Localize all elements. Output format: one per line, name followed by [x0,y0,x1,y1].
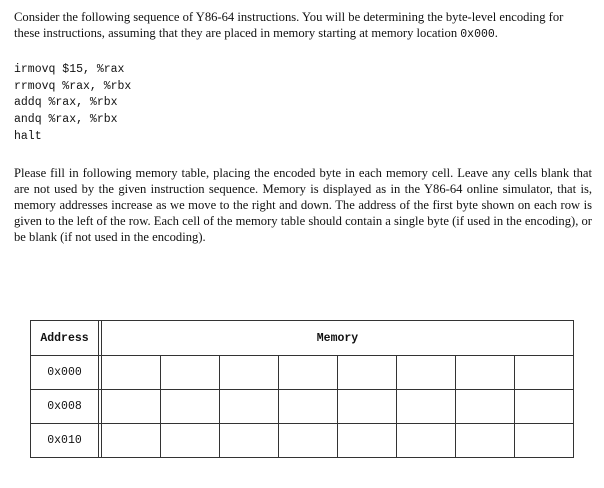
memory-cell[interactable] [456,424,515,458]
memory-cell[interactable] [102,390,161,424]
memory-cell[interactable] [220,424,279,458]
table-row [31,356,574,390]
code-line: irmovq $15, %rax [14,63,125,76]
memory-cell[interactable] [279,424,338,458]
memory-cell[interactable] [456,356,515,390]
row-address: 0x000 [31,356,99,390]
memory-cell[interactable] [397,390,456,424]
intro-period: . [494,26,498,40]
memory-cell[interactable] [161,390,220,424]
instructions-paragraph: Please fill in following memory table, placing the encoded byte in each memory cell. Leave any cells blank that are not used by the given instruction sequence. Memory is displayed as in the Y86-64 online simulator, that is, memory addresses increase as we move to the right and down. The address of the first byte shown on each row is given to the left of the row. Each cell of the memory table should contain a single byte (if used in the encoding), or be blank (if not used in the encoding). [14,166,592,244]
memory-cell[interactable] [279,356,338,390]
memory-cell[interactable] [397,356,456,390]
memory-cell[interactable] [338,356,397,390]
table-header-row [31,321,574,356]
memory-cell[interactable] [515,424,574,458]
row-address: 0x010 [31,424,99,458]
table-row [31,390,574,424]
address-header: Address [31,321,99,356]
memory-header: Memory [102,321,574,356]
code-line: halt [14,129,42,143]
memory-cell[interactable] [279,390,338,424]
memory-cell[interactable] [456,390,515,424]
memory-cell[interactable] [515,356,574,390]
intro-text: Consider the following sequence of Y86-64 instructions. You will be determining the byte-level encoding for these instructions, assuming that they are placed in memory starting at memory location [14,10,564,40]
memory-cell[interactable] [338,390,397,424]
intro-paragraph [14,9,592,43]
memory-table [30,320,574,458]
row-address: 0x008 [31,390,99,424]
memory-cell[interactable] [161,424,220,458]
memory-cell[interactable] [220,356,279,390]
start-address: 0x000 [460,28,495,41]
memory-cell[interactable] [161,356,220,390]
code-line: andq %rax, %rbx [14,113,118,127]
instruction-listing [14,62,131,145]
table-row [31,424,574,458]
memory-cell[interactable] [102,356,161,390]
memory-cell[interactable] [220,390,279,424]
code-line: addq %rax, %rbx [14,96,118,110]
memory-cell[interactable] [397,424,456,458]
memory-cell[interactable] [338,424,397,458]
code-line: rrmovq %rax, %rbx [14,79,132,93]
memory-cell[interactable] [515,390,574,424]
memory-cell[interactable] [102,424,161,458]
